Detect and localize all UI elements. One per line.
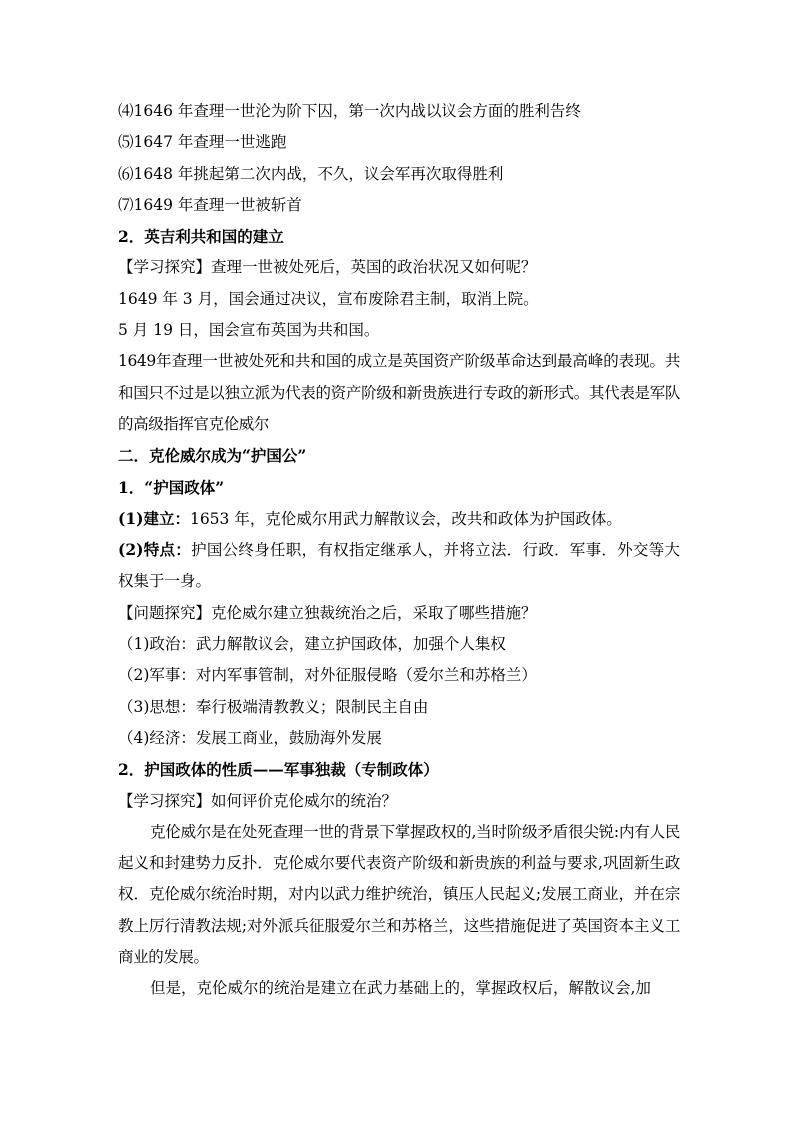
subheading-nature: 2．护国政体的性质——军事独裁（专制政体） (118, 760, 439, 780)
problem-question: 【问题探究】克伦威尔建立独裁统治之后，采取了哪些措施？ (118, 603, 537, 622)
event-1648: ⑹1648 年挑起第二次内战，不久，议会军再次取得胜利 (118, 164, 504, 183)
fact-march-1649: 1649 年 3 月，国会通过决议，宣布废除君主制，取消上院。 (118, 289, 539, 308)
fact-may-19: 5 月 19 日，国会宣布英国为共和国。 (118, 321, 380, 340)
section-heading-lord-protector: 二．克伦威尔成为“护国公” (118, 446, 307, 466)
features-text: 护国公终身任职，有权指定继承人，并将立法．行政．军事．外交等大权集于一身。 (118, 541, 680, 591)
event-1649: ⑺1649 年查理一世被斩首 (118, 195, 302, 214)
establishment-label: (1)建立： (118, 508, 190, 528)
subheading-protectorate: 1．“护国政体” (118, 477, 225, 497)
study-question-2: 【学习探究】如何评价克伦威尔的统治？ (118, 791, 398, 810)
establishment-text: 1653 年，克伦威尔用武力解散议会，改共和政体为护国政体。 (189, 509, 622, 528)
paragraph-evaluation: 克伦威尔是在处死查理一世的背景下掌握政权的,当时阶级矛盾很尖锐:内有人民起义和封建势力反扑．克伦威尔要代表资产阶级和新贵族的利益与要求,巩固新生政权．克伦威尔统治时期，对内以武力维护统治，镇压人民起义;发展工商业，并在宗教上厉行清教法规;对外派兵征服爱尔兰和苏格兰，这些措施促进了英国资本主义工商业的发展。 (118, 822, 680, 967)
paragraph-republic: 1649年查理一世被处死和共和国的成立是英国资产阶级革命达到最高峰的表现。共和国只不过是以独立派为代表的资产阶级和新贵族进行专政的新形式。其代表是军队的高级指挥官克伦威尔 (118, 352, 680, 433)
protectorate-features (118, 534, 680, 598)
event-1647: ⑸1647 年查理一世逃跑 (118, 133, 287, 152)
study-question-1: 【学习探究】查理一世被处死后，英国的政治状况又如何呢？ (118, 258, 537, 277)
measure-economy: （4)经济：发展工商业，鼓励海外发展 (118, 728, 382, 747)
paragraph-however: 但是，克伦威尔的统治是建立在武力基础上的，掌握政权后，解散议会,加 (150, 979, 651, 998)
measure-politics: （1)政治：武力解散议会，建立护国政体，加强个人集权 (118, 635, 506, 654)
event-1646: ⑷1646 年查理一世沦为阶下囚，第一次内战以议会方面的胜利告终 (118, 102, 581, 120)
features-label: (2)特点： (118, 540, 192, 560)
section-heading-republic: 2．英吉利共和国的建立 (118, 227, 284, 247)
measure-thought: （3)思想：奉行极端清教教义；限制民主自由 (118, 697, 429, 716)
document-page (118, 96, 680, 1005)
measure-military: （2)军事：对内军事管制，对外征服侵略（爱尔兰和苏格兰） (118, 666, 537, 685)
protectorate-establishment (118, 503, 680, 534)
